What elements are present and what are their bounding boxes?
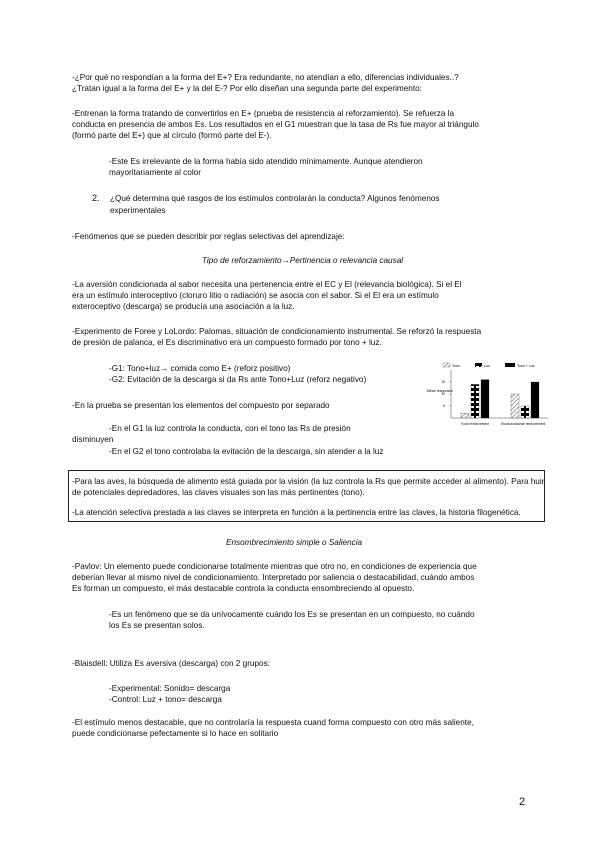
- question-number: 2.: [92, 193, 100, 203]
- para10-line3: Es forman un compuesto, el más destacable controla la conducta ensombreciendo al opuesto.: [72, 584, 415, 593]
- para13-line2: -Control: Luz + tono= descarga: [109, 695, 222, 704]
- para11-line1: -Es un fenómeno que se da unívocamente cuándo los Es se presentan en un compuesto, no cuándo: [109, 610, 475, 619]
- para4: -Fenómenos que se pueden describir por reglas selectivas del aprendizaje:: [72, 232, 345, 241]
- chart-y-label: Mean responses: [427, 389, 453, 393]
- para6-line1: -Experimento de Foree y LoLordo: Palomas, situación de condicionamiento instrumental. Se reforzó la respuesta: [72, 327, 482, 336]
- legend-swatch-compound: [505, 363, 515, 367]
- para10-line1: -Pavlov: Un elemento puede condicionarse totalmente mientras que otro no, en condiciones de experiencia que: [72, 562, 477, 571]
- para5-line1: -La aversión condicionada al sabor necesita una pertenencia entre el EC y El (relevancia biológica). Si el El: [72, 280, 462, 289]
- para2-line1: -Entrenan la forma tratando de convertirlos en E+ (prueba de resistencia al reforzamiento). Se refuerza la: [72, 109, 455, 118]
- para7-line1: -G1: Tono+luz→ comida como E+ (reforz positivo): [109, 364, 291, 373]
- bar-luz-0: [471, 384, 479, 418]
- para3-line1: -Este Es irrelevante de la forma había sido atendido mínimamente. Aunque atendieron: [109, 157, 423, 166]
- bar-tono-luz-1: [531, 382, 539, 418]
- legend-label-compound: Tono + Luz: [517, 364, 535, 368]
- para3-line2: mayoritariamente al color: [109, 168, 201, 177]
- legend-label-tono: Tono: [452, 364, 460, 368]
- bar-tono-0: [461, 413, 469, 418]
- y-tick-15: 15: [441, 380, 445, 384]
- para13-line1: -Experimental: Sonido= descarga: [109, 684, 231, 693]
- question-line1: ¿Qué determina qué rasgos de los estímulos controlarán la conducta? Algunos fenómenos: [110, 194, 440, 203]
- legend-swatch-luz: [475, 363, 482, 367]
- legend-label-luz: Luz: [484, 364, 490, 368]
- para10-line2: deberían llevar al mismo nivel de condicionamiento. Interpretado por saliencia o destacabilidad, cuándo ambos: [72, 573, 475, 582]
- legend-swatch-tono: [443, 363, 450, 367]
- chart-legend: [443, 363, 535, 368]
- para9-line2: disminuyen: [72, 435, 114, 444]
- para2-line3: (formó parte del E+) que al círculo (formó parte del E-).: [72, 131, 272, 140]
- y-tick-10: 10: [441, 392, 445, 396]
- note-line2: de potenciales depredadores, las claves visuales son las más pertinentes (tono).: [72, 488, 365, 497]
- chart-category-label-shock: Shock avoidance reinforcement: [500, 422, 546, 426]
- para5-line2: era un estímulo interoceptivo (cloruro litio o radiación) se asocia con el sabor. Si el El era un estímulo: [72, 291, 439, 300]
- para5-line3: exteroceptivo (descarga) se producía una asociación a la luz.: [72, 302, 295, 311]
- foree-lolordo-chart: [425, 360, 550, 438]
- question-line2: experimentales: [110, 206, 166, 215]
- para1-line2: ¿Tratan igual a la forma del E+ y la del E-? Por ello diseñan una segunda parte del experimento:: [72, 84, 422, 93]
- note-line1: -Para las aves, la búsqueda de alimento está guiada por la visión (la luz controla la Rs que permite acceder al alimento). Para huir: [72, 477, 545, 486]
- y-tick-5: 5: [443, 404, 445, 408]
- page-number: 2: [519, 796, 526, 808]
- para6-line2: de presión de palanca, el Es discriminativo era un compuesto formado por tono + luz.: [72, 338, 382, 347]
- heading-reinforcement: Tipo de reforzamiento→Pertinencia o relevancia causal: [202, 256, 404, 265]
- para12: -Blaisdell: Utiliza Es aversiva (descarga) con 2 grupos:: [72, 659, 270, 668]
- para14-line1: -El estímulo menos destacable, que no controlaría la respuesta cuand forma compuesto con otro más saliente,: [72, 718, 474, 727]
- para14-line2: puede condicionarse pefectamente si lo hace en solitario: [72, 729, 279, 738]
- para2-line2: conducta en presencia de ambos Es. Los resultados en el G1 muestran que la tasa de Rs fue mayor al triángulo: [72, 120, 479, 129]
- para9-line3: -En el G2 el tono controlaba la evitación de la descarga, sin atender a la luz: [109, 447, 384, 456]
- bar-tono-1: [511, 394, 519, 418]
- note-line3: -La atención selectiva prestada a las claves se interpreta en función a la pertinencia entre las claves, la historia filogenética.: [72, 508, 521, 517]
- para7-line2: -G2: Evitación de la descarga si da Rs ante Tono+Luz (reforz negativo): [109, 375, 367, 384]
- para11-line2: los Es se presentan solos.: [109, 621, 205, 630]
- heading-overshadowing: Ensombrecimiento simple o Saliencia: [226, 538, 363, 547]
- para9-line1: -En el G1 la luz controla la conducta, con el tono las Rs de presión: [109, 424, 351, 433]
- bar-luz-1: [521, 406, 529, 418]
- chart-category-label-food: Food reinforcement: [461, 422, 489, 426]
- para1-line1: -¿Por qué no respondían a la forma del E+? Era redundante, no atendían a ello, diferencias individuales..?: [72, 73, 459, 82]
- para8: -En la prueba se presentan los elementos del compuesto por separado: [72, 401, 330, 410]
- bar-tono-luz-0: [481, 380, 489, 418]
